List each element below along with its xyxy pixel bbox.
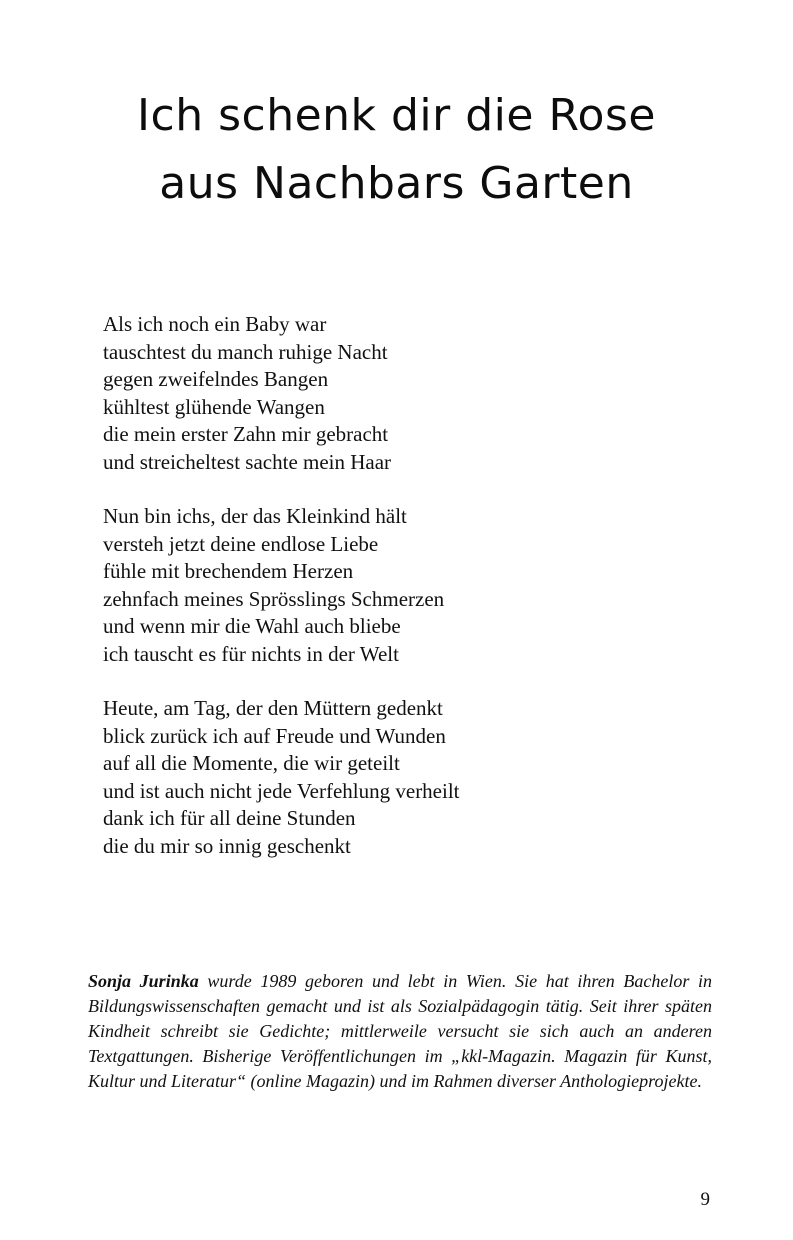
verse-line: kühltest glühende Wangen [103, 394, 325, 419]
poem-body [103, 311, 623, 887]
stanza-3 [103, 695, 623, 860]
verse-line: Nun bin ichs, der das Kleinkind hält [103, 504, 407, 528]
verse-line: ich tauscht es für nichts in der Welt [103, 641, 399, 666]
verse-line: fühle mit brechendem Herzen [103, 559, 354, 583]
verse-line: und wenn mir die Wahl auch bliebe [103, 614, 401, 638]
verse-line: versteh jetzt deine endlose Liebe [103, 531, 379, 556]
verse-line: Heute, am Tag, der den Müttern gedenkt [103, 696, 443, 720]
verse-line: blick zurück ich auf Freude und Wunden [103, 723, 446, 748]
stanza-2 [103, 503, 623, 668]
author-bio [88, 969, 712, 1094]
verse-line: und ist auch nicht jede Verfehlung verheilt [103, 778, 460, 803]
verse-line: die mein erster Zahn mir gebracht [103, 422, 389, 446]
title-line-2: aus Nachbars Garten [159, 158, 634, 209]
verse-line: tauschtest du manch ruhige Nacht [103, 339, 388, 364]
verse-line: dank ich für all deine Stunden [103, 806, 356, 830]
stanza-1 [103, 311, 623, 476]
verse-line: Als ich noch ein Baby war [103, 312, 327, 336]
verse-line: zehnfach meines Sprösslings Schmerzen [103, 586, 445, 611]
title-line-1: Ich schenk dir die Rose [137, 90, 656, 141]
poem-title [0, 82, 793, 218]
author-name: Sonja Jurinka [88, 971, 199, 991]
verse-line: auf all die Momente, die wir geteilt [103, 751, 400, 775]
verse-line: und streicheltest sachte mein Haar [103, 449, 392, 474]
page-number: 9 [700, 1189, 710, 1210]
author-bio-text: wurde 1989 geboren und lebt in Wien. Sie hat ihren Bachelor in Bildungswissenschaften gemacht und ist als Sozialpädagogin tätig. Seit ihrer späten Kindheit schreibt sie Gedichte; mittlerweile versucht sie sich auch an anderen Textgattungen. Bisherige Veröffentlichungen im „kkl-Magazin. Magazin für Kunst, Kultur und Literatur“ (online Magazin) und im Rahmen diverser Anthologieprojekte. [88, 971, 712, 1091]
verse-line: gegen zweifelndes Bangen [103, 367, 329, 391]
verse-line: die du mir so innig geschenkt [103, 833, 351, 858]
